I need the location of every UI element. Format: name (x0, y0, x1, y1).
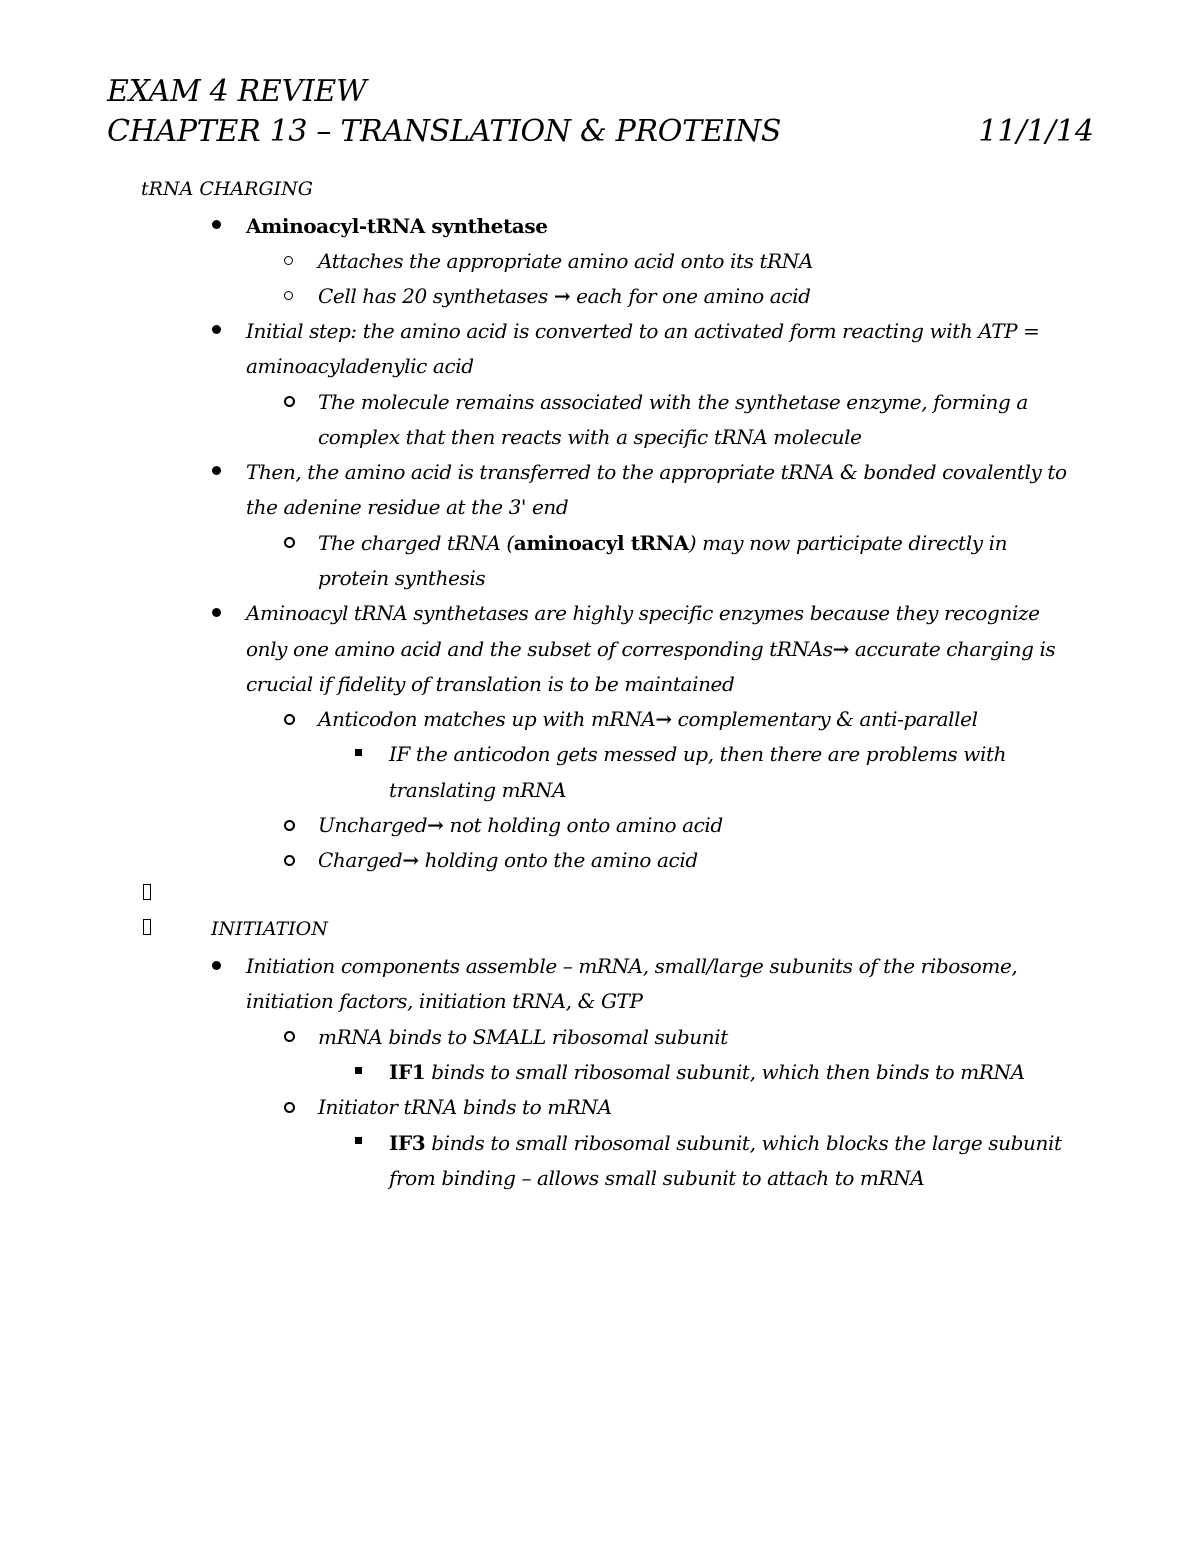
list-item-continuation: complex that then reacts with a specific tRNA molecule (318, 425, 862, 449)
list-item-continuation: only one amino acid and the subset of corresponding tRNAs→ accurate charging is (246, 637, 1056, 661)
document-date: 11/1/14 (978, 114, 1094, 149)
bullet-dot-icon (212, 325, 221, 334)
list-item: IF1 binds to small ribosomal subunit, which then binds to mRNA (389, 1060, 1025, 1084)
bullet-dot-icon (212, 961, 221, 970)
list-item: The molecule remains associated with the synthetase enzyme, forming a (318, 390, 1028, 414)
bullet-square-icon (355, 749, 362, 756)
list-item: Cell has 20 synthetases → each for one amino acid (318, 284, 811, 308)
page-title: EXAM 4 REVIEW (107, 74, 367, 109)
list-item-continuation: crucial if fidelity of translation is to be maintained (246, 672, 735, 696)
list-item: Attaches the appropriate amino acid onto its tRNA (318, 249, 813, 273)
arrow-icon: → (832, 637, 849, 661)
bullet-ring-icon (284, 820, 295, 831)
bullet-dot-icon (212, 608, 221, 617)
list-item: Uncharged→ not holding onto amino acid (318, 813, 723, 837)
list-item: Initial step: the amino acid is converted to an activated form reacting with ATP = (246, 319, 1040, 343)
arrow-icon: → (553, 284, 571, 308)
bullet-ring-icon (284, 256, 293, 265)
list-item: Initiation components assemble – mRNA, small/large subunits of the ribosome, (246, 954, 1018, 978)
list-item-continuation: protein synthesis (318, 566, 486, 590)
bullet-ring-icon (284, 537, 295, 548)
bullet-square-icon (355, 1137, 362, 1144)
list-item-continuation: initiation factors, initiation tRNA, & GTP (246, 989, 643, 1013)
bullet-ring-icon (284, 396, 295, 407)
list-item: IF3 binds to small ribosomal subunit, which blocks the large subunit (389, 1131, 1062, 1155)
list-item: Anticodon matches up with mRNA→ complementary & anti-parallel (318, 707, 978, 731)
list-item: Then, the amino acid is transferred to the appropriate tRNA & bonded covalently to (246, 460, 1067, 484)
list-item-continuation: from binding – allows small subunit to attach to mRNA (389, 1166, 925, 1190)
bullet-dot-icon (212, 220, 221, 229)
list-item: The charged tRNA (aminoacyl tRNA) may now participate directly in (318, 531, 1008, 555)
list-item-continuation: translating mRNA (389, 778, 567, 802)
section-heading-initiation: INITIATION (211, 918, 328, 940)
list-item: Charged→ holding onto the amino acid (318, 848, 698, 872)
list-item-continuation: aminoacyladenylic acid (246, 354, 474, 378)
list-item: mRNA binds to SMALL ribosomal subunit (318, 1025, 728, 1049)
bullet-ring-icon (284, 1031, 295, 1042)
list-item-continuation: the adenine residue at the 3' end (246, 495, 569, 519)
list-item: Aminoacyl tRNA synthetases are highly specific enzymes because they recognize (246, 601, 1040, 625)
bullet-dot-icon (212, 466, 221, 475)
bullet-ring-icon (284, 291, 293, 300)
bullet-ring-icon (284, 1102, 295, 1113)
arrow-icon: → (427, 813, 444, 837)
list-item: Initiator tRNA binds to mRNA (318, 1095, 612, 1119)
missing-glyph-box-icon (143, 919, 151, 935)
chapter-title: CHAPTER 13 – TRANSLATION & PROTEINS (107, 114, 782, 149)
section-heading-trna-charging: tRNA CHARGING (141, 178, 313, 200)
bullet-square-icon (355, 1067, 362, 1074)
list-item: Aminoacyl-tRNA synthetase (246, 214, 548, 238)
missing-glyph-box-icon (143, 884, 151, 900)
arrow-icon: → (402, 848, 419, 872)
arrow-icon: → (655, 707, 672, 731)
bullet-ring-icon (284, 714, 295, 725)
bullet-ring-icon (284, 855, 295, 866)
list-item: IF the anticodon gets messed up, then there are problems with (389, 742, 1007, 766)
